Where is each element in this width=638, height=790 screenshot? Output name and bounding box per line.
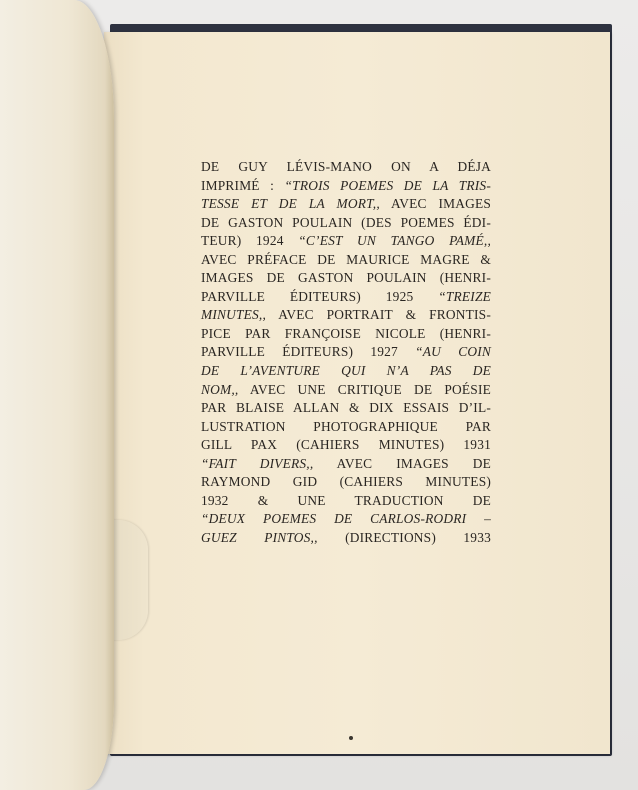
text-line	[201, 399, 491, 418]
text-line	[201, 214, 491, 233]
text-segment: DE GUY LÉVIS-MANO ON A DÉJA	[201, 159, 491, 174]
text-line	[201, 325, 491, 344]
text-line	[201, 455, 491, 474]
italic-title-segment: MINUTES,,	[201, 307, 267, 323]
text-segment: (DIRECTIONS) 1933	[317, 529, 491, 545]
italic-title-segment: “AU COIN	[415, 344, 491, 360]
text-line	[201, 269, 491, 288]
text-segment: PAR BLAISE ALLAN & DIX ESSAIS D’IL-	[201, 400, 491, 416]
italic-title-segment: NOM,,	[201, 381, 239, 397]
text-line	[201, 510, 491, 529]
text-segment: AVEC IMAGES	[379, 196, 491, 212]
text-line	[201, 232, 491, 251]
text-line	[201, 251, 491, 270]
text-segment: AVEC PORTRAIT & FRONTIS-	[266, 307, 491, 323]
italic-title-segment: “C’EST UN TANGO PAMÉ,,	[298, 233, 491, 249]
left-page	[0, 0, 114, 790]
italic-title-segment: “FAIT DIVERS,,	[201, 455, 314, 471]
text-segment: PARVILLE ÉDITEURS) 1927	[201, 344, 416, 360]
text-segment: TEUR) 1924	[201, 233, 299, 249]
text-segment: IMPRIMÉ :	[201, 177, 285, 193]
text-line	[201, 362, 491, 381]
italic-title-segment: “TREIZE	[438, 288, 491, 304]
text-line	[201, 195, 491, 214]
italic-title-segment: “DEUX POEMES DE CARLOS-RODRI –	[201, 511, 491, 527]
page-flap	[108, 520, 148, 640]
text-segment: LUSTRATION PHOTOGRAPHIQUE PAR	[201, 418, 491, 434]
bibliography-text	[201, 158, 491, 547]
text-segment: AVEC UNE CRITIQUE DE POÉSIE	[238, 381, 491, 397]
text-line	[201, 418, 491, 437]
text-segment: GILL PAX (CAHIERS MINUTES) 1931	[201, 437, 491, 453]
text-line	[201, 529, 491, 548]
italic-title-segment: DE L’AVENTURE QUI N’A PAS DE	[201, 363, 491, 379]
text-line	[201, 306, 491, 325]
text-line	[201, 288, 491, 307]
italic-title-segment: “TROIS POEMES DE LA TRIS-	[284, 177, 491, 193]
text-line	[201, 473, 491, 492]
text-line	[201, 343, 491, 362]
text-line	[201, 177, 491, 196]
text-segment: RAYMOND GID (CAHIERS MINUTES)	[201, 474, 491, 490]
text-segment: AVEC IMAGES DE	[313, 455, 492, 471]
text-segment: PARVILLE ÉDITEURS) 1925	[201, 288, 439, 304]
text-segment: PICE PAR FRANÇOISE NICOLE (HENRI-	[201, 325, 491, 341]
text-line	[201, 381, 491, 400]
page-mark	[349, 736, 353, 740]
text-line	[201, 492, 491, 511]
text-segment: AVEC PRÉFACE DE MAURICE MAGRE &	[201, 251, 491, 267]
italic-title-segment: TESSE ET DE LA MORT,,	[201, 196, 380, 212]
italic-title-segment: GUEZ PINTOS,,	[201, 529, 318, 545]
text-segment: DE GASTON POULAIN (DES POEMES ÉDI-	[201, 214, 491, 230]
text-line	[201, 158, 491, 177]
text-segment: 1932 & UNE TRADUCTION DE	[201, 492, 491, 508]
text-segment: IMAGES DE GASTON POULAIN (HENRI-	[201, 270, 491, 286]
text-line	[201, 436, 491, 455]
